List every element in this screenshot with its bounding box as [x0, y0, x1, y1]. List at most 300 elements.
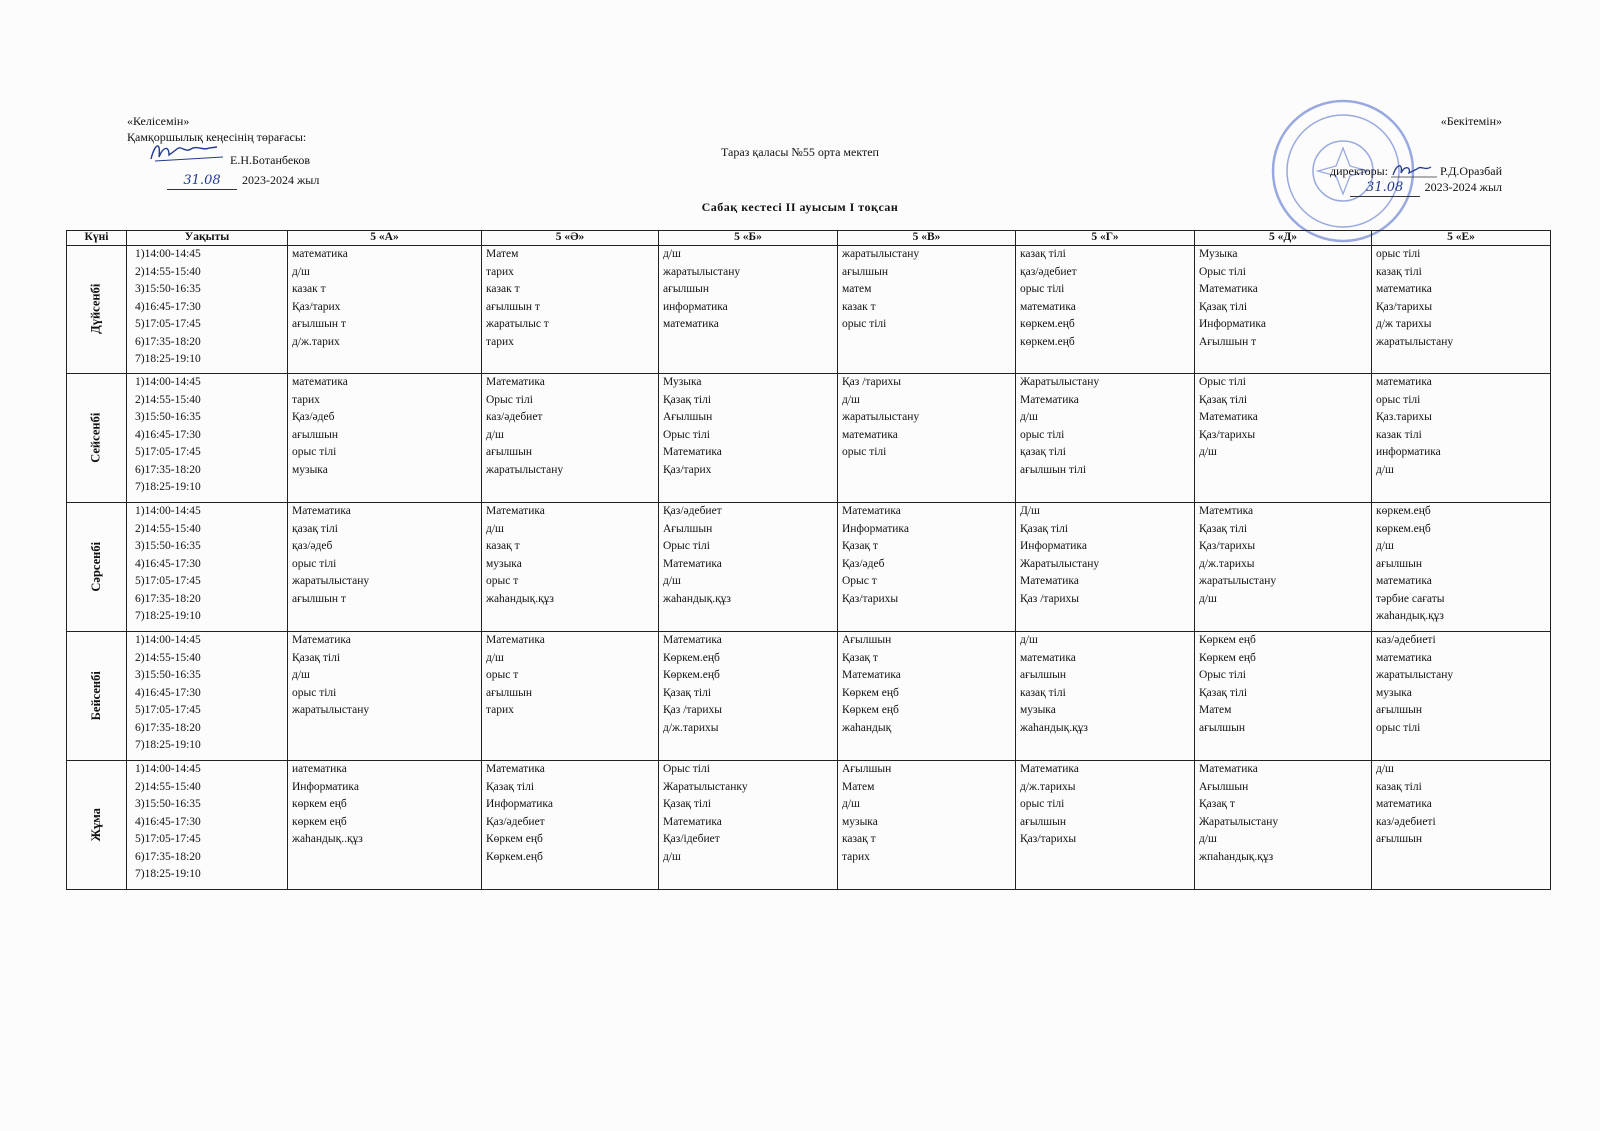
subject-entry: Көркем.еңб [663, 669, 720, 681]
subject-entry: ағылшын [486, 686, 533, 699]
subject-entry: Қазақ тілі [663, 393, 712, 406]
subject-entry: Көркем еңб [842, 686, 899, 699]
subject-entry: математика [292, 376, 348, 388]
time-slots-cell [127, 246, 288, 374]
day-label: Жұма [88, 807, 103, 842]
subject-entry: ағылшын [1376, 833, 1423, 845]
subject-entry: орыс тілі [292, 446, 337, 458]
subject-entry: тарих [486, 704, 514, 716]
day-label: Сейсенбі [88, 412, 103, 463]
subject-entry: д/ш [842, 393, 860, 406]
subject-entry: казак т [842, 300, 876, 313]
subject-entry: Математика [1199, 411, 1258, 423]
class-subjects-cell [1016, 632, 1195, 761]
subject-entry: казақ т [486, 540, 520, 552]
subject-entry: Ағылшын [663, 411, 713, 423]
subject-entry: Қаз/әдебиет [663, 505, 722, 517]
subject-entry: жаһандық.құз [663, 592, 731, 605]
approval-right-block [1330, 113, 1502, 197]
subject-entry: каз/әдебиет [486, 411, 543, 423]
subject-entry: д/ш [1199, 833, 1217, 845]
subject-entry: Қазақ тілі [1199, 686, 1248, 699]
subject-entry: Орыс тілі [486, 393, 533, 406]
subject-entry: Қаз/әдеб [292, 411, 335, 423]
subject-entry: көркем.еңб [1376, 505, 1431, 517]
time-slot: 7)18:25-19:10 [135, 481, 201, 493]
subject-entry: Математика [663, 634, 722, 646]
subject-entry: Математика [486, 505, 545, 517]
class-subjects-cell [1195, 503, 1372, 632]
class-subjects-cell [659, 632, 838, 761]
time-slot: 6)17:35-18:20 [135, 721, 201, 734]
subject-entry: Көркем еңб [1199, 651, 1256, 664]
table-row [67, 374, 1551, 503]
class-subjects-cell [659, 374, 838, 503]
subject-entry: Ағылшын [842, 634, 892, 646]
subject-entry: Қазақ тілі [1199, 522, 1248, 535]
subject-entry: д/ш [663, 575, 681, 587]
time-slot: 3)15:50-16:35 [135, 669, 201, 681]
subject-entry: Көркем.еңб [486, 850, 543, 863]
subject-entry: Матем [842, 780, 875, 793]
subject-entry: Матем [1199, 704, 1232, 716]
subject-entry: Қаз /тарихы [842, 376, 902, 388]
class-subjects-cell [482, 632, 659, 761]
day-label: Дүйсенбі [88, 283, 103, 335]
subject-entry: Информатика [1199, 318, 1266, 330]
subject-entry: Жаратылыстану [1020, 376, 1100, 388]
class-subjects-cell [1195, 246, 1372, 374]
subject-entry: ағылшын [663, 283, 710, 295]
approval-right-date: 31.08 [1350, 180, 1420, 197]
subject-entry: Қаз/тарихы [1199, 428, 1256, 441]
subject-entry: математика [292, 248, 348, 260]
subject-entry: Қаз/тарих [292, 300, 341, 313]
approval-right-date-row [1330, 179, 1502, 197]
class-subjects-cell [288, 374, 482, 503]
class-subjects-cell [1372, 761, 1551, 890]
subject-entry: тарих [292, 393, 320, 406]
subject-entry: орыс тілі [842, 318, 887, 330]
subject-entry: Қазақ т [842, 651, 878, 664]
subject-entry: ағылшын [1199, 721, 1246, 734]
time-slots-cell [127, 374, 288, 503]
class-subjects-cell [659, 503, 838, 632]
subject-entry: орыс тілі [1020, 428, 1065, 441]
time-slot: 6)17:35-18:20 [135, 335, 201, 348]
subject-entry: Орыс тілі [663, 428, 710, 441]
subject-entry: д/ш [1020, 411, 1038, 423]
time-slot: 3)15:50-16:35 [135, 540, 201, 552]
day-cell [67, 246, 127, 374]
subject-entry: Математика [486, 763, 545, 775]
subject-entry: Математика [663, 446, 722, 458]
subject-entry: д/ш [1199, 446, 1217, 458]
subject-entry: жаратылыстану [486, 463, 564, 476]
class-subjects-cell [659, 246, 838, 374]
time-slot: 3)15:50-16:35 [135, 798, 201, 810]
time-slot: 5)17:05-17:45 [135, 318, 201, 330]
subject-entry: жаһандық..құз [292, 833, 363, 845]
subject-entry: Матем [486, 248, 519, 260]
subject-entry: ағылшын [1376, 704, 1423, 716]
document-title: Сабақ кестесі II ауысым I тоқсан [701, 200, 899, 214]
subject-entry: д/ш [292, 669, 310, 681]
time-slot: 4)16:45-17:30 [135, 815, 201, 828]
subject-entry: д/ж.тарихы [1020, 780, 1076, 793]
subject-entry: жаратылыс т [486, 318, 549, 330]
subject-entry: Орыс тілі [1199, 265, 1246, 278]
subject-entry: д/ш [663, 248, 681, 260]
time-slot: 2)14:55-15:40 [135, 780, 201, 793]
time-slots-cell [127, 632, 288, 761]
subject-entry: Қаз/әдеб [842, 557, 885, 570]
time-slot: 1)14:00-14:45 [135, 763, 201, 775]
subject-entry: жаһандық.құз [1020, 721, 1088, 734]
class-subjects-cell [288, 632, 482, 761]
subject-entry: музыка [1376, 686, 1412, 699]
subject-entry: математика [842, 428, 898, 441]
approval-right-year: 2023-2024 жыл [1424, 180, 1502, 194]
subject-entry: ағылшын [842, 265, 889, 278]
subject-entry: Қаз /тарихы [1020, 592, 1080, 605]
subject-entry: Матемтика [1199, 505, 1254, 517]
subject-entry: ағылшын [292, 428, 339, 441]
subject-entry: математика [1376, 798, 1432, 810]
time-slot: 2)14:55-15:40 [135, 265, 201, 278]
subject-entry: информатика [663, 300, 728, 313]
subject-entry: математика [1020, 300, 1076, 313]
subject-entry: казак т [292, 283, 326, 295]
subject-entry: Көркем.еңб [663, 651, 720, 664]
subject-entry: д/ш [486, 522, 504, 535]
subject-entry: Көркем еңб [842, 704, 899, 716]
subject-entry: музыка [1020, 704, 1056, 716]
subject-entry: көркем.еңб [1020, 335, 1075, 348]
time-slot: 2)14:55-15:40 [135, 393, 201, 406]
subject-entry: Қаз/ідебиет [663, 833, 720, 845]
subject-entry: математика [1020, 651, 1076, 664]
class-subjects-cell [1016, 503, 1195, 632]
subject-entry: Математика [292, 505, 351, 517]
time-slot: 6)17:35-18:20 [135, 850, 201, 863]
subject-entry: Қаз.тарихы [1376, 411, 1432, 423]
subject-entry: ағылшын [1020, 669, 1067, 681]
subject-entry: д/ж.тарихы [1199, 557, 1255, 570]
subject-entry: Информатика [486, 798, 553, 810]
class-subjects-cell [1016, 246, 1195, 374]
approval-right-position: директоры: [1330, 164, 1389, 178]
subject-entry: д/ш [1376, 763, 1394, 775]
subject-entry: Математика [486, 634, 545, 646]
subject-entry: Жаратылыстанку [663, 780, 748, 793]
class-subjects-cell [659, 761, 838, 890]
subject-entry: Ағылшын [842, 763, 892, 775]
subject-entry: көркем.еңб [1020, 318, 1075, 330]
time-slot: 1)14:00-14:45 [135, 634, 201, 646]
subject-entry: каз/әдебиеті [1376, 815, 1436, 828]
school-name: Тараз қаласы №55 орта мектеп [721, 145, 879, 159]
subject-entry: көркем еңб [292, 798, 347, 810]
table-row [67, 632, 1551, 761]
time-slot: 7)18:25-19:10 [135, 610, 201, 622]
subject-entry: д/ш [663, 850, 681, 863]
header-time: Уақыты [127, 231, 288, 246]
subject-entry: математика [1376, 376, 1432, 388]
subject-entry: Көркем еңб [1199, 634, 1256, 646]
subject-entry: Қазақ т [1199, 798, 1235, 810]
subject-entry: Математика [292, 634, 351, 646]
header-class-5v: 5 «В» [838, 231, 1016, 246]
day-label: Бейсенбі [88, 670, 103, 721]
subject-entry: Ағылшын [663, 522, 713, 535]
subject-entry: жаратылыстану [292, 704, 370, 716]
subject-entry: орыс тілі [1020, 798, 1065, 810]
header-class-5g: 5 «Г» [1016, 231, 1195, 246]
subject-entry: Ағылшын [1199, 780, 1249, 793]
subject-entry: музыка [486, 557, 522, 570]
subject-entry: Математика [1020, 763, 1079, 775]
subject-entry: орыс тілі [292, 686, 337, 699]
day-cell [67, 632, 127, 761]
subject-entry: Қаз/тарихы [842, 592, 899, 605]
subject-entry: орыс тілі [292, 557, 337, 570]
subject-entry: жаратылыстану [1376, 335, 1454, 348]
subject-entry: орыс тілі [842, 446, 887, 458]
subject-entry: Орыс т [842, 575, 877, 587]
table-row [67, 246, 1551, 374]
time-slot: 5)17:05-17:45 [135, 704, 201, 716]
approval-left-name: Е.Н.Ботанбеков [230, 153, 311, 167]
approval-right-label: «Бекітемін» [1440, 114, 1502, 128]
subject-entry: Математика [1199, 763, 1258, 775]
subject-entry: Қазақ тілі [1199, 393, 1248, 406]
subject-entry: матем [842, 283, 872, 295]
subject-entry: ағылшын [1020, 815, 1067, 828]
subject-entry: Математика [486, 376, 545, 388]
subject-entry: д/ш [842, 798, 860, 810]
class-subjects-cell [1372, 503, 1551, 632]
time-slot: 1)14:00-14:45 [135, 248, 201, 260]
subject-entry: д/ш [292, 265, 310, 278]
subject-entry: казақ тілі [1020, 248, 1066, 260]
header-class-5d: 5 «Д» [1195, 231, 1372, 246]
time-slot: 4)16:45-17:30 [135, 686, 201, 699]
subject-entry: жаратылыстану [292, 575, 370, 587]
subject-entry: Жаратылыстану [1020, 557, 1100, 570]
subject-entry: математика [1376, 651, 1432, 664]
subject-entry: Қаз/тарихы [1376, 300, 1433, 313]
subject-entry: Информатика [292, 780, 359, 793]
header-day: Күні [67, 231, 127, 246]
approval-left-year: 2023-2024 жыл [242, 173, 320, 187]
subject-entry: иатематика [292, 763, 347, 775]
day-label: Сәрсенбі [88, 541, 103, 592]
subject-entry: жаһандық.құз [1376, 610, 1444, 622]
subject-entry: Қаз /тарихы [663, 704, 723, 716]
subject-entry: ағылшын т [292, 318, 346, 330]
approval-right-signature-row [1330, 161, 1502, 179]
subject-entry: жаратылыстану [842, 248, 920, 260]
time-slot: 7)18:25-19:10 [135, 739, 201, 751]
time-slot: 6)17:35-18:20 [135, 592, 201, 605]
time-slot: 1)14:00-14:45 [135, 505, 201, 517]
subject-entry: тарих [842, 850, 870, 863]
header-class-5b: 5 «Б» [659, 231, 838, 246]
time-slot: 1)14:00-14:45 [135, 376, 201, 388]
time-slot: 7)18:25-19:10 [135, 353, 201, 365]
day-cell [67, 761, 127, 890]
class-subjects-cell [838, 374, 1016, 503]
subject-entry: қаз/әдебиет [1020, 265, 1077, 278]
time-slot: 3)15:50-16:35 [135, 411, 201, 423]
subject-entry: ағылшын [1376, 557, 1423, 570]
time-slot: 2)14:55-15:40 [135, 651, 201, 664]
class-subjects-cell [482, 246, 659, 374]
subject-entry: д/ш [486, 428, 504, 441]
subject-entry: Орыс тілі [663, 763, 710, 775]
subject-entry: Музыка [663, 376, 702, 388]
subject-entry: музыка [292, 463, 328, 476]
subject-entry: Музыка [1199, 248, 1238, 260]
subject-entry: казақ т [842, 833, 876, 845]
class-subjects-cell [1195, 632, 1372, 761]
subject-entry: Математика [663, 815, 722, 828]
subject-entry: каз/әдебиеті [1376, 634, 1436, 646]
subject-entry: жаһандық [842, 721, 892, 734]
subject-entry: Қаз/әдебиет [486, 815, 545, 828]
subject-entry: Қаз/тарих [663, 463, 712, 476]
subject-entry: Орыс тілі [1199, 376, 1246, 388]
class-subjects-cell [1016, 761, 1195, 890]
table-row [67, 761, 1551, 890]
time-slot: 5)17:05-17:45 [135, 575, 201, 587]
subject-entry: орыс тілі [1020, 283, 1065, 295]
time-slot: 2)14:55-15:40 [135, 522, 201, 535]
time-slots-cell [127, 761, 288, 890]
subject-entry: Математика [842, 505, 901, 517]
time-slot: 6)17:35-18:20 [135, 463, 201, 476]
subject-entry: ағылшын т [486, 300, 540, 313]
class-subjects-cell [838, 632, 1016, 761]
subject-entry: қаз/әдеб [292, 540, 333, 552]
subject-entry: д/ш [486, 651, 504, 664]
subject-entry: орыс т [486, 669, 519, 681]
subject-entry: математика [663, 318, 719, 330]
time-slot: 4)16:45-17:30 [135, 428, 201, 441]
header-class-5a: 5 «А» [288, 231, 482, 246]
subject-entry: Қаз/тарихы [1020, 833, 1077, 845]
subject-entry: казак тілі [1376, 428, 1422, 441]
table-header-row [67, 231, 1551, 246]
subject-entry: Математика [1020, 393, 1079, 406]
class-subjects-cell [482, 503, 659, 632]
subject-entry: орыс тілі [1376, 248, 1421, 260]
subject-entry: жаратылыстану [1199, 575, 1277, 587]
subject-entry: д/ж тарихы [1376, 318, 1432, 330]
subject-entry: орыс т [486, 575, 519, 587]
class-subjects-cell [288, 503, 482, 632]
subject-entry: д/ш [1376, 540, 1394, 552]
subject-entry: д/ш [1376, 463, 1394, 476]
subject-entry: ағылшын т [292, 592, 346, 605]
subject-entry: көркем еңб [292, 815, 347, 828]
time-slot: 7)18:25-19:10 [135, 868, 201, 880]
subject-entry: Қазақ тілі [663, 798, 712, 810]
subject-entry: тәрбие сағаты [1376, 592, 1445, 605]
subject-entry: Қаз/тарихы [1199, 540, 1256, 552]
approval-left-label: «Келісемін» [127, 114, 190, 128]
approval-left-position: Қамқоршылық кеңесінің төрағасы: [127, 130, 307, 144]
schedule-table [66, 230, 1551, 890]
subject-entry: орыс тілі [1376, 393, 1421, 406]
subject-entry: жаратылыстану [842, 411, 920, 423]
subject-entry: қазақ тілі [1020, 446, 1066, 458]
class-subjects-cell [838, 246, 1016, 374]
subject-entry: Орыс тілі [663, 540, 710, 552]
subject-entry: көркем.еңб [1376, 522, 1431, 535]
approval-left-date-row [127, 172, 319, 190]
subject-entry: Математика [1199, 283, 1258, 295]
subject-entry: Д/ш [1020, 505, 1040, 517]
time-slot: 4)16:45-17:30 [135, 300, 201, 313]
class-subjects-cell [288, 246, 482, 374]
class-subjects-cell [482, 761, 659, 890]
class-subjects-cell [1016, 374, 1195, 503]
signature-right-icon [1391, 161, 1437, 179]
subject-entry: математика [1376, 575, 1432, 587]
day-cell [67, 503, 127, 632]
class-subjects-cell [482, 374, 659, 503]
subject-entry: Математика [663, 557, 722, 570]
time-slot: 4)16:45-17:30 [135, 557, 201, 570]
subject-entry: ағылшын [486, 446, 533, 458]
subject-entry: орыс тілі [1376, 721, 1421, 734]
subject-entry: д/ш [1199, 592, 1217, 605]
subject-entry: Математика [842, 669, 901, 681]
subject-entry: казак т [486, 283, 520, 295]
subject-entry: Информатика [842, 522, 909, 535]
approval-left-date: 31.08 [167, 173, 237, 190]
class-subjects-cell [838, 761, 1016, 890]
subject-entry: Қазақ т [842, 540, 878, 552]
subject-entry: Жаратылыстану [1199, 815, 1279, 828]
header-class-5ae: 5 «Ә» [482, 231, 659, 246]
subject-entry: ағылшын тілі [1020, 463, 1087, 476]
class-subjects-cell [1372, 632, 1551, 761]
class-subjects-cell [1372, 246, 1551, 374]
time-slot: 5)17:05-17:45 [135, 446, 201, 458]
subject-entry: жпаһандық.құз [1199, 850, 1274, 863]
subject-entry: Қазақ тілі [292, 651, 341, 664]
class-subjects-cell [288, 761, 482, 890]
subject-entry: тарих [486, 335, 514, 348]
day-cell [67, 374, 127, 503]
time-slots-cell [127, 503, 288, 632]
class-subjects-cell [1195, 374, 1372, 503]
approval-right-name: Р.Д.Оразбай [1440, 164, 1502, 178]
subject-entry: қазақ тілі [292, 522, 338, 535]
class-subjects-cell [1195, 761, 1372, 890]
subject-entry: д/ш [1020, 634, 1038, 646]
class-subjects-cell [838, 503, 1016, 632]
subject-entry: информатика [1376, 446, 1441, 458]
subject-entry: жаратылыстану [1376, 669, 1454, 681]
class-subjects-cell [1372, 374, 1551, 503]
subject-entry: жаһандық.құз [486, 592, 554, 605]
subject-entry: Математика [1020, 575, 1079, 587]
subject-entry: Қазақ тілі [486, 780, 535, 793]
